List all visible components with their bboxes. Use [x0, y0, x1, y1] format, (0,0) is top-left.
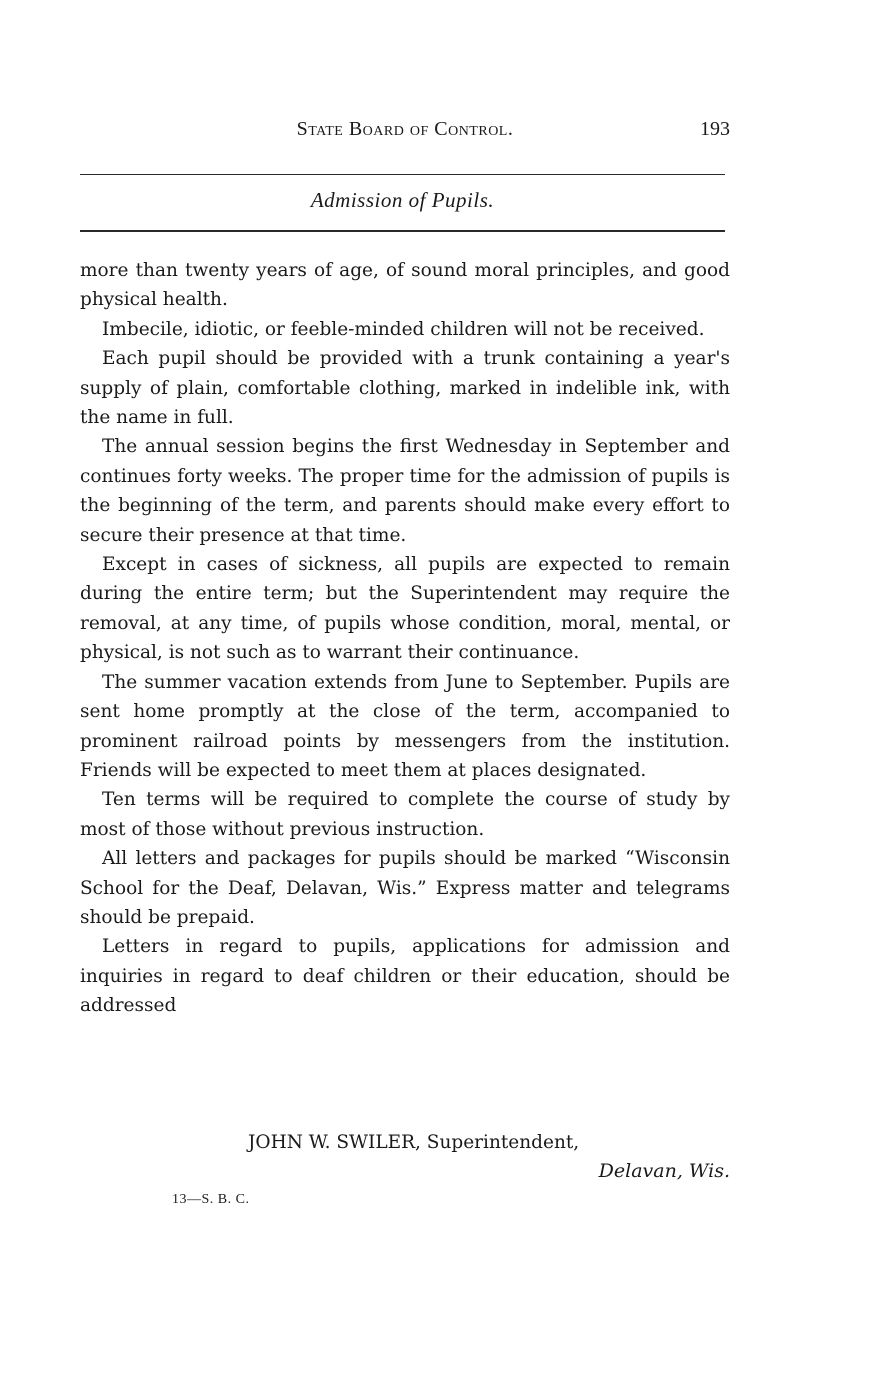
paragraph: Except in cases of sickness, all pupils are expected to remain during the entire term; but the Superintendent may require the removal, at any time, of pupils whose condition, moral, mental, or physical, is not such as to warrant their continuance. — [80, 554, 730, 664]
paragraph: Imbecile, idiotic, or feeble-minded children will not be received. — [102, 318, 705, 340]
closing-place: Delavan, Wis. — [598, 1160, 730, 1182]
paragraph: All letters and packages for pupils should be marked “Wisconsin School for the Deaf, Delavan, Wis.” Express matter and telegrams should be prepaid. — [80, 848, 730, 928]
paragraph: Each pupil should be provided with a trunk containing a year's supply of plain, comfortable clothing, marked in indelible ink, with the name in full. — [80, 348, 730, 429]
running-title: State Board of Control. — [296, 118, 514, 140]
paragraph: Ten terms will be required to complete the course of study by most of those without previous instruction. — [80, 789, 730, 840]
paragraph: The annual session begins the first Wednesday in September and continues forty weeks. The proper time for the admission of pupils is the beginning of the term, and parents should make every effort to secure their presence at that time. — [80, 436, 730, 546]
section-title: Admission of Pupils. — [310, 188, 495, 212]
paragraph: more than twenty years of age, of sound moral principles, and good physical health. — [80, 260, 730, 311]
body-text — [80, 256, 730, 1021]
paragraph: Letters in regard to pupils, applications for admission and inquiries in regard to deaf children or their education, should be addressed — [80, 936, 730, 1017]
running-head — [80, 118, 730, 146]
page-number: 193 — [700, 118, 730, 140]
header-rule-bottom — [80, 230, 725, 232]
printer-signature-mark: 13—S. B. C. — [172, 1192, 250, 1207]
closing-name: JOHN W. SWILER, Superintendent, — [248, 1132, 580, 1153]
header-rule-top — [80, 174, 725, 175]
paragraph: The summer vacation extends from June to September. Pupils are sent home promptly at the close of the term, accompanied to prominent railroad points by messengers from the institution. Friends will be expected to meet them at places designated. — [80, 671, 730, 781]
